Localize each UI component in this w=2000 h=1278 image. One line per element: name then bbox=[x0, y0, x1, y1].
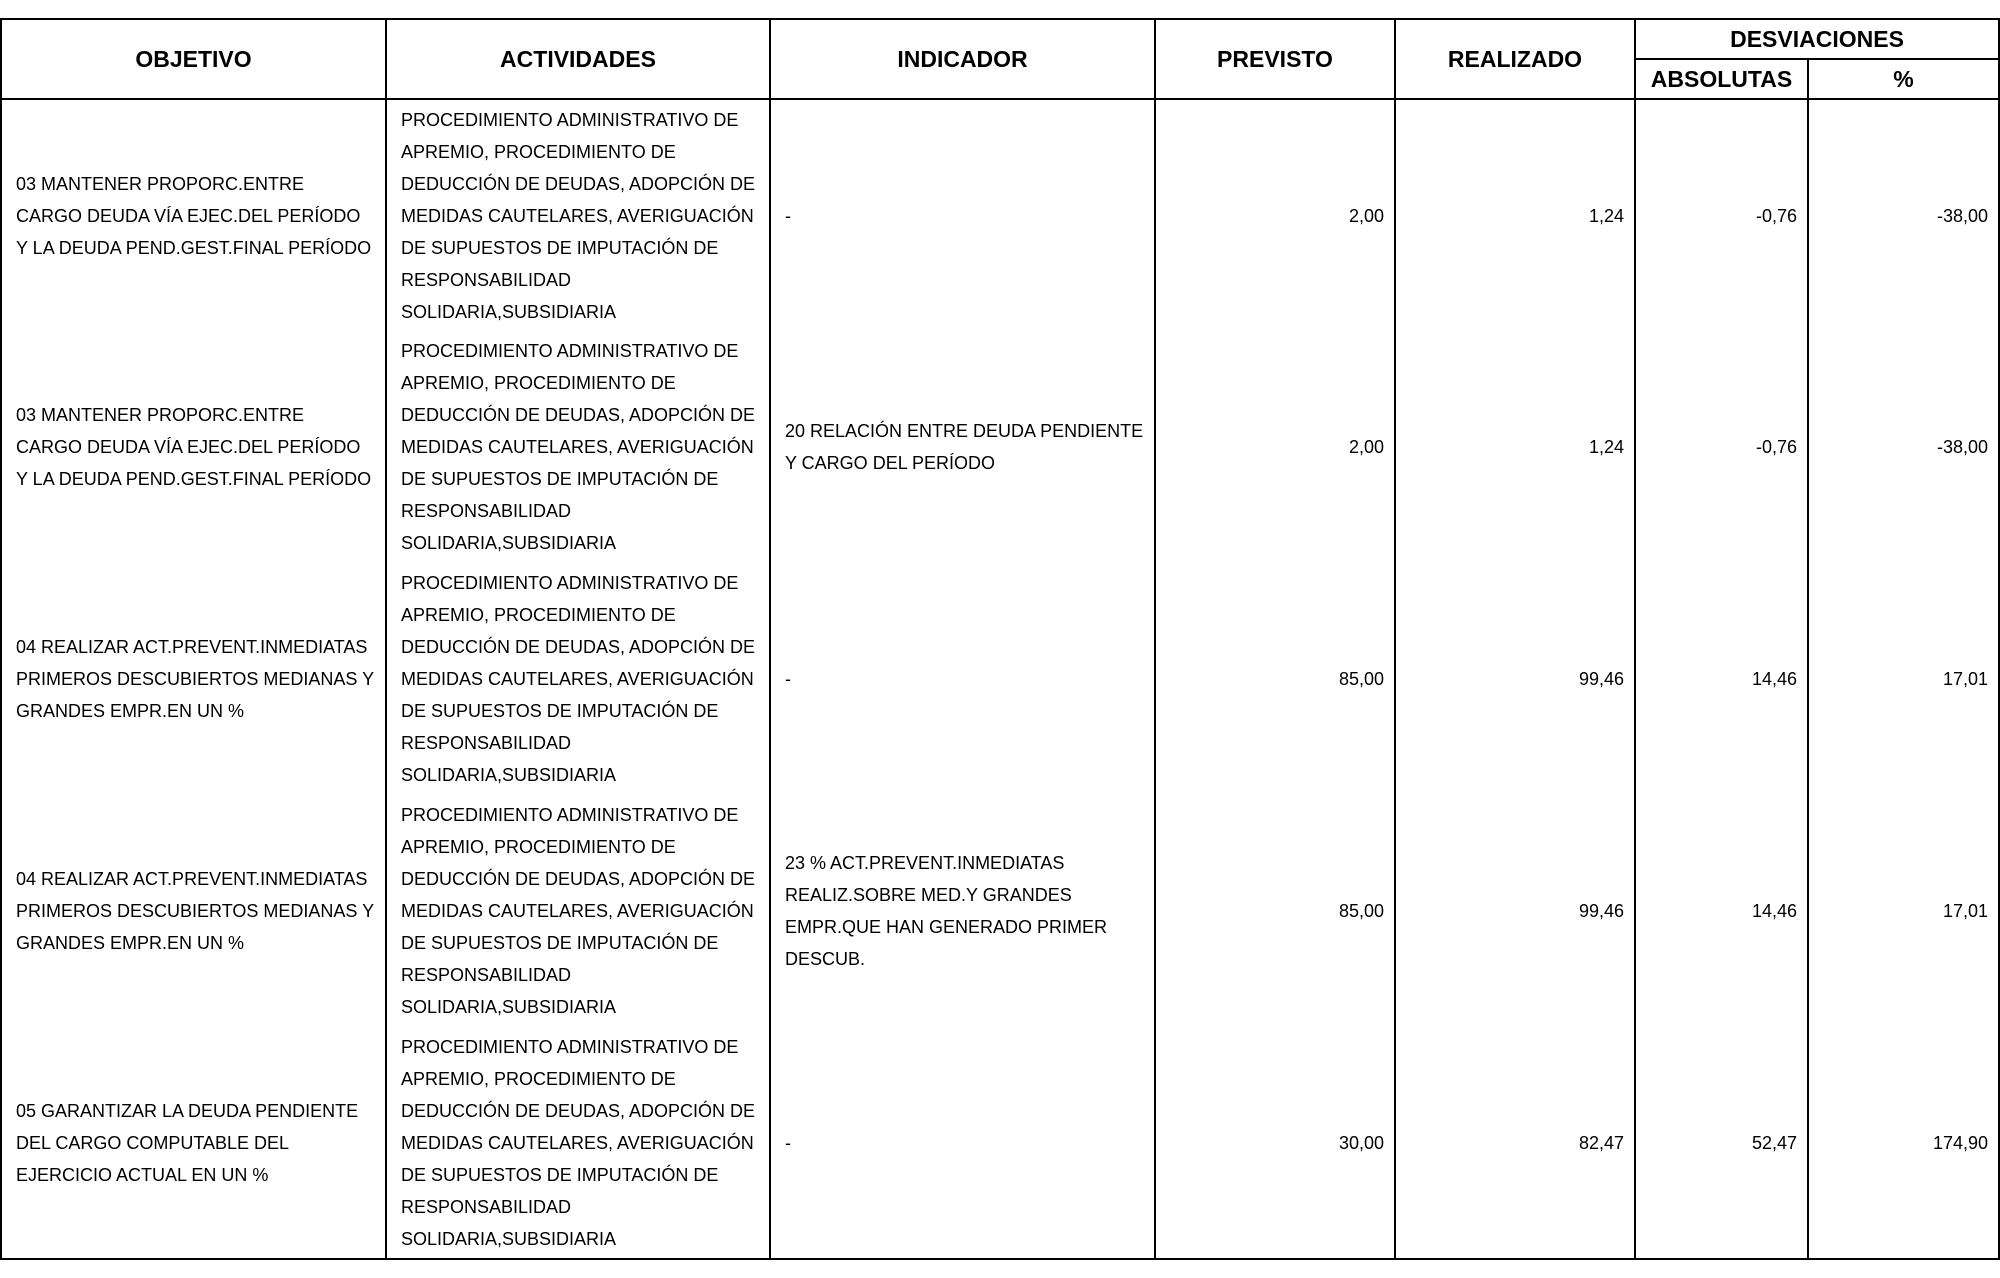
actividades-cell: PROCEDIMIENTO ADMINISTRATIVO DE APREMIO, PROCEDIMIENTO DE DEDUCCIÓN DE DEUDAS, ADOPCIÓN DE MEDIDAS CAUTELARES, AVERIGUACIÓN DE SUPUESTOS DE IMPUTACIÓN DE RESPONSABILIDAD SOLIDARIA,SUBSIDIARIA bbox=[386, 795, 770, 1027]
absolutas-cell: -0,76 bbox=[1635, 99, 1808, 331]
header-actividades: ACTIVIDADES bbox=[386, 19, 770, 99]
header-objetivo: OBJETIVO bbox=[1, 19, 386, 99]
objetivo-cell: 05 GARANTIZAR LA DEUDA PENDIENTE DEL CARGO COMPUTABLE DEL EJERCICIO ACTUAL EN UN % bbox=[1, 1027, 386, 1259]
objetivo-cell: 03 MANTENER PROPORC.ENTRE CARGO DEUDA VÍA EJEC.DEL PERÍODO Y LA DEUDA PEND.GEST.FINAL PERÍODO bbox=[1, 331, 386, 563]
table-row bbox=[1, 1027, 1999, 1259]
previsto-cell: 85,00 bbox=[1155, 795, 1395, 1027]
header-previsto: PREVISTO bbox=[1155, 19, 1395, 99]
previsto-cell: 2,00 bbox=[1155, 99, 1395, 331]
header-realizado: REALIZADO bbox=[1395, 19, 1635, 99]
table-row bbox=[1, 99, 1999, 331]
indicador-cell: 23 % ACT.PREVENT.INMEDIATAS REALIZ.SOBRE MED.Y GRANDES EMPR.QUE HAN GENERADO PRIMER DESCUB. bbox=[770, 795, 1155, 1027]
previsto-cell: 85,00 bbox=[1155, 563, 1395, 795]
previsto-cell: 30,00 bbox=[1155, 1027, 1395, 1259]
actividades-cell: PROCEDIMIENTO ADMINISTRATIVO DE APREMIO, PROCEDIMIENTO DE DEDUCCIÓN DE DEUDAS, ADOPCIÓN DE MEDIDAS CAUTELARES, AVERIGUACIÓN DE SUPUESTOS DE IMPUTACIÓN DE RESPONSABILIDAD SOLIDARIA,SUBSIDIARIA bbox=[386, 563, 770, 795]
porcentaje-cell: -38,00 bbox=[1808, 331, 1999, 563]
indicador-cell: - bbox=[770, 1027, 1155, 1259]
actividades-cell: PROCEDIMIENTO ADMINISTRATIVO DE APREMIO, PROCEDIMIENTO DE DEDUCCIÓN DE DEUDAS, ADOPCIÓN DE MEDIDAS CAUTELARES, AVERIGUACIÓN DE SUPUESTOS DE IMPUTACIÓN DE RESPONSABILIDAD SOLIDARIA,SUBSIDIARIA bbox=[386, 1027, 770, 1259]
header-absolutas: ABSOLUTAS bbox=[1635, 59, 1808, 99]
indicador-cell: 20 RELACIÓN ENTRE DEUDA PENDIENTE Y CARGO DEL PERÍODO bbox=[770, 331, 1155, 563]
objetivo-cell: 04 REALIZAR ACT.PREVENT.INMEDIATAS PRIMEROS DESCUBIERTOS MEDIANAS Y GRANDES EMPR.EN UN % bbox=[1, 795, 386, 1027]
indicador-cell: - bbox=[770, 563, 1155, 795]
actividades-cell: PROCEDIMIENTO ADMINISTRATIVO DE APREMIO, PROCEDIMIENTO DE DEDUCCIÓN DE DEUDAS, ADOPCIÓN DE MEDIDAS CAUTELARES, AVERIGUACIÓN DE SUPUESTOS DE IMPUTACIÓN DE RESPONSABILIDAD SOLIDARIA,SUBSIDIARIA bbox=[386, 99, 770, 331]
porcentaje-cell: -38,00 bbox=[1808, 99, 1999, 331]
table-row bbox=[1, 795, 1999, 1027]
realizado-cell: 1,24 bbox=[1395, 331, 1635, 563]
indicador-cell: - bbox=[770, 99, 1155, 331]
header-porcentaje: % bbox=[1808, 59, 1999, 99]
absolutas-cell: 14,46 bbox=[1635, 795, 1808, 1027]
objectives-table bbox=[0, 18, 2000, 1260]
realizado-cell: 99,46 bbox=[1395, 795, 1635, 1027]
realizado-cell: 82,47 bbox=[1395, 1027, 1635, 1259]
table-row bbox=[1, 331, 1999, 563]
header-indicador: INDICADOR bbox=[770, 19, 1155, 99]
porcentaje-cell: 174,90 bbox=[1808, 1027, 1999, 1259]
header-desviaciones: DESVIACIONES bbox=[1635, 19, 1999, 59]
absolutas-cell: 14,46 bbox=[1635, 563, 1808, 795]
realizado-cell: 1,24 bbox=[1395, 99, 1635, 331]
previsto-cell: 2,00 bbox=[1155, 331, 1395, 563]
actividades-cell: PROCEDIMIENTO ADMINISTRATIVO DE APREMIO, PROCEDIMIENTO DE DEDUCCIÓN DE DEUDAS, ADOPCIÓN DE MEDIDAS CAUTELARES, AVERIGUACIÓN DE SUPUESTOS DE IMPUTACIÓN DE RESPONSABILIDAD SOLIDARIA,SUBSIDIARIA bbox=[386, 331, 770, 563]
porcentaje-cell: 17,01 bbox=[1808, 795, 1999, 1027]
porcentaje-cell: 17,01 bbox=[1808, 563, 1999, 795]
objetivo-cell: 04 REALIZAR ACT.PREVENT.INMEDIATAS PRIMEROS DESCUBIERTOS MEDIANAS Y GRANDES EMPR.EN UN % bbox=[1, 563, 386, 795]
objetivo-cell: 03 MANTENER PROPORC.ENTRE CARGO DEUDA VÍA EJEC.DEL PERÍODO Y LA DEUDA PEND.GEST.FINAL PERÍODO bbox=[1, 99, 386, 331]
absolutas-cell: 52,47 bbox=[1635, 1027, 1808, 1259]
realizado-cell: 99,46 bbox=[1395, 563, 1635, 795]
absolutas-cell: -0,76 bbox=[1635, 331, 1808, 563]
table-row bbox=[1, 563, 1999, 795]
